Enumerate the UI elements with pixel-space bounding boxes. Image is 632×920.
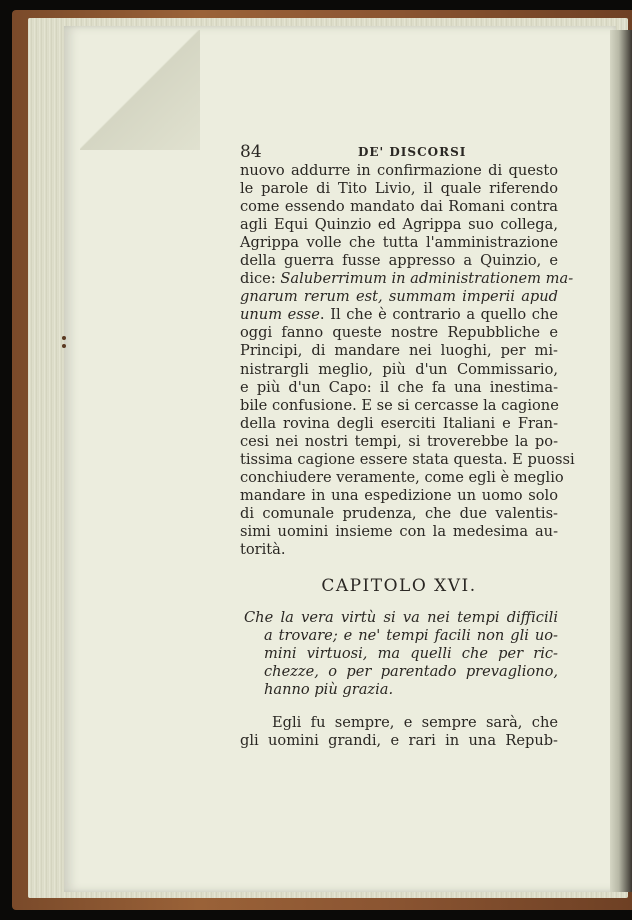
folded-corner xyxy=(80,30,200,150)
text-line: della rovina degli eserciti Italiani e Fran- xyxy=(240,414,558,432)
summary-line: mini virtuosi, ma quelli che per ric- xyxy=(264,645,558,663)
summary-line: a trovare; e ne' tempi facili non gli uo- xyxy=(264,627,558,645)
chapter-title: CAPITOLO XVI. xyxy=(321,576,477,597)
text-line: cesi nei nostri tempi, si troverebbe la po- xyxy=(240,432,558,450)
summary-line: Che la vera virtù si va nei tempi difficili xyxy=(244,609,558,627)
latin-quote: Saluberrimum in administrationem ma- xyxy=(280,270,574,288)
chapter-body xyxy=(240,714,558,750)
text-run: dice: xyxy=(240,270,281,288)
text-line: gli uomini grandi, e rari in una Repub- xyxy=(240,731,558,749)
text-line: simi uomini insieme con la medesima au- xyxy=(240,522,558,540)
text-line: le parole di Tito Livio, il quale riferendo xyxy=(240,180,558,198)
text-line: conchiudere veramente, come egli è meglio xyxy=(240,468,564,486)
latin-quote: unum esse xyxy=(240,306,320,324)
text-line: di comunale prudenza, che due valentis- xyxy=(240,504,558,522)
binding-marks xyxy=(62,336,68,356)
text-line: tissima cagione essere stata questa. E puossi xyxy=(240,450,575,468)
page-number: 84 xyxy=(240,142,262,162)
text-line: Principi, di mandare nei luoghi, per mi- xyxy=(240,342,558,360)
text-line xyxy=(240,288,558,306)
summary-line: hanno più grazia. xyxy=(264,681,394,699)
text-line: nuovo addurre in confirmazione di questo xyxy=(240,162,558,179)
text-line: come essendo mandato dai Romani contra xyxy=(240,198,558,216)
text-line: agli Equi Quinzio ed Agrippa suo collega, xyxy=(240,216,558,234)
text-line xyxy=(240,270,574,288)
latin-quote: gnarum rerum est, summam imperii apud xyxy=(240,288,558,306)
text-line: nistrargli meglio, più d'un Commissario, xyxy=(240,360,558,378)
text-run: . Il che è contrario a quello che xyxy=(319,306,558,324)
running-head: DE' DISCORSI xyxy=(358,145,467,159)
page-gutter xyxy=(610,30,632,892)
text-block xyxy=(240,142,575,750)
text-line: torità. xyxy=(240,540,286,558)
text-line: mandare in una espedizione un uomo solo xyxy=(240,486,558,504)
summary-line: chezze, o per parentado prevagliono, xyxy=(264,663,558,681)
page-header xyxy=(240,142,558,162)
text-line: bile confusione. E se si cercasse la cagione xyxy=(240,396,559,414)
text-line: e più d'un Capo: il che fa una inestima- xyxy=(240,378,558,396)
paragraph xyxy=(240,162,575,559)
text-line: della guerra fusse appresso a Quinzio, e xyxy=(240,252,558,270)
text-line: Egli fu sempre, e sempre sarà, che xyxy=(272,713,558,731)
text-line: oggi fanno queste nostre Repubbliche e xyxy=(240,324,558,342)
text-line: Agrippa volle che tutta l'amministrazione xyxy=(240,234,558,252)
chapter-summary xyxy=(244,609,558,699)
text-line xyxy=(240,306,558,324)
